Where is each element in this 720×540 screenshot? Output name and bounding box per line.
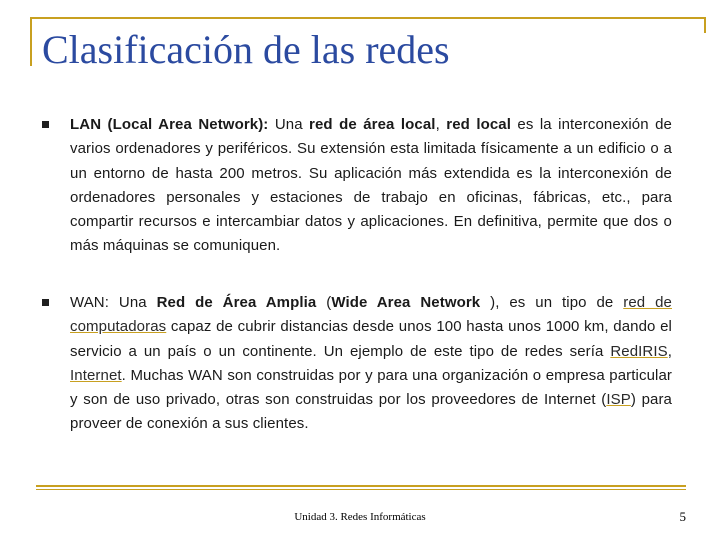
wan-term: WAN [70,294,105,311]
wan-bold-1: Red de Área Amplia [156,294,317,311]
wan-bold-2: Wide Area Network [331,294,481,311]
lan-text-2: , [435,116,447,133]
slide-title: Clasificación de las redes [42,27,450,72]
page-number: 5 [679,509,686,524]
lan-bold-1: red de área local [309,116,436,133]
title-frame-right [704,17,706,33]
lan-term: LAN (Local Area Network): [70,116,269,133]
title-frame-left [30,17,32,66]
wan-text-6: . Muchas WAN son construidas por y para una organización o empresa particular y son de uso privado, otras son construidas por los proveedores de Internet ( [70,366,672,409]
footer-line-top [36,485,686,487]
wan-text-1: : Una [104,294,157,311]
lan-text-1: Una [268,116,310,133]
square-bullet-icon [42,121,49,128]
lan-text-3: es la interconexión de varios ordenadores y periféricos. Su extensión esta limitada físicamente a un edificio o a un entorno de hasta 200 metros. Su aplicación más extendida es la interconexión de ordenadores personales y estaciones de trabajo en oficinas, fábricas, etc., para compartir recursos e intercambiar datos y aplicaciones. En definitiva, permite que dos o más máquinas se comuniquen. [70,116,672,255]
footer-line-bottom [36,489,686,490]
link-red-de-computadoras[interactable]: red de computadoras [70,294,672,336]
wan-text-4: capaz de cubrir distancias desde unos 100 hasta unos 1000 km, dando el servicio a un país o un continente. Un ejemplo de este tipo de redes sería [70,318,672,360]
link-rediris[interactable]: RedIRIS [610,342,668,360]
wan-text-3: ), es un tipo de [480,294,624,311]
square-bullet-icon [42,299,49,306]
bullet-item-lan [42,113,672,259]
lan-bold-2: red local [446,116,512,133]
bullet-item-wan [42,291,672,437]
link-isp[interactable]: ISP [606,391,631,409]
wan-paragraph [70,291,672,437]
wan-text-2: ( [316,294,332,311]
link-internet[interactable]: Internet [70,366,122,384]
lan-paragraph [70,113,672,259]
title-frame-top [30,17,706,19]
wan-text-7: ) para proveer de conexión a sus clientes. [70,391,672,433]
wan-text-5: , [667,342,672,360]
footer-text: Unidad 3. Redes Informáticas [294,511,426,523]
